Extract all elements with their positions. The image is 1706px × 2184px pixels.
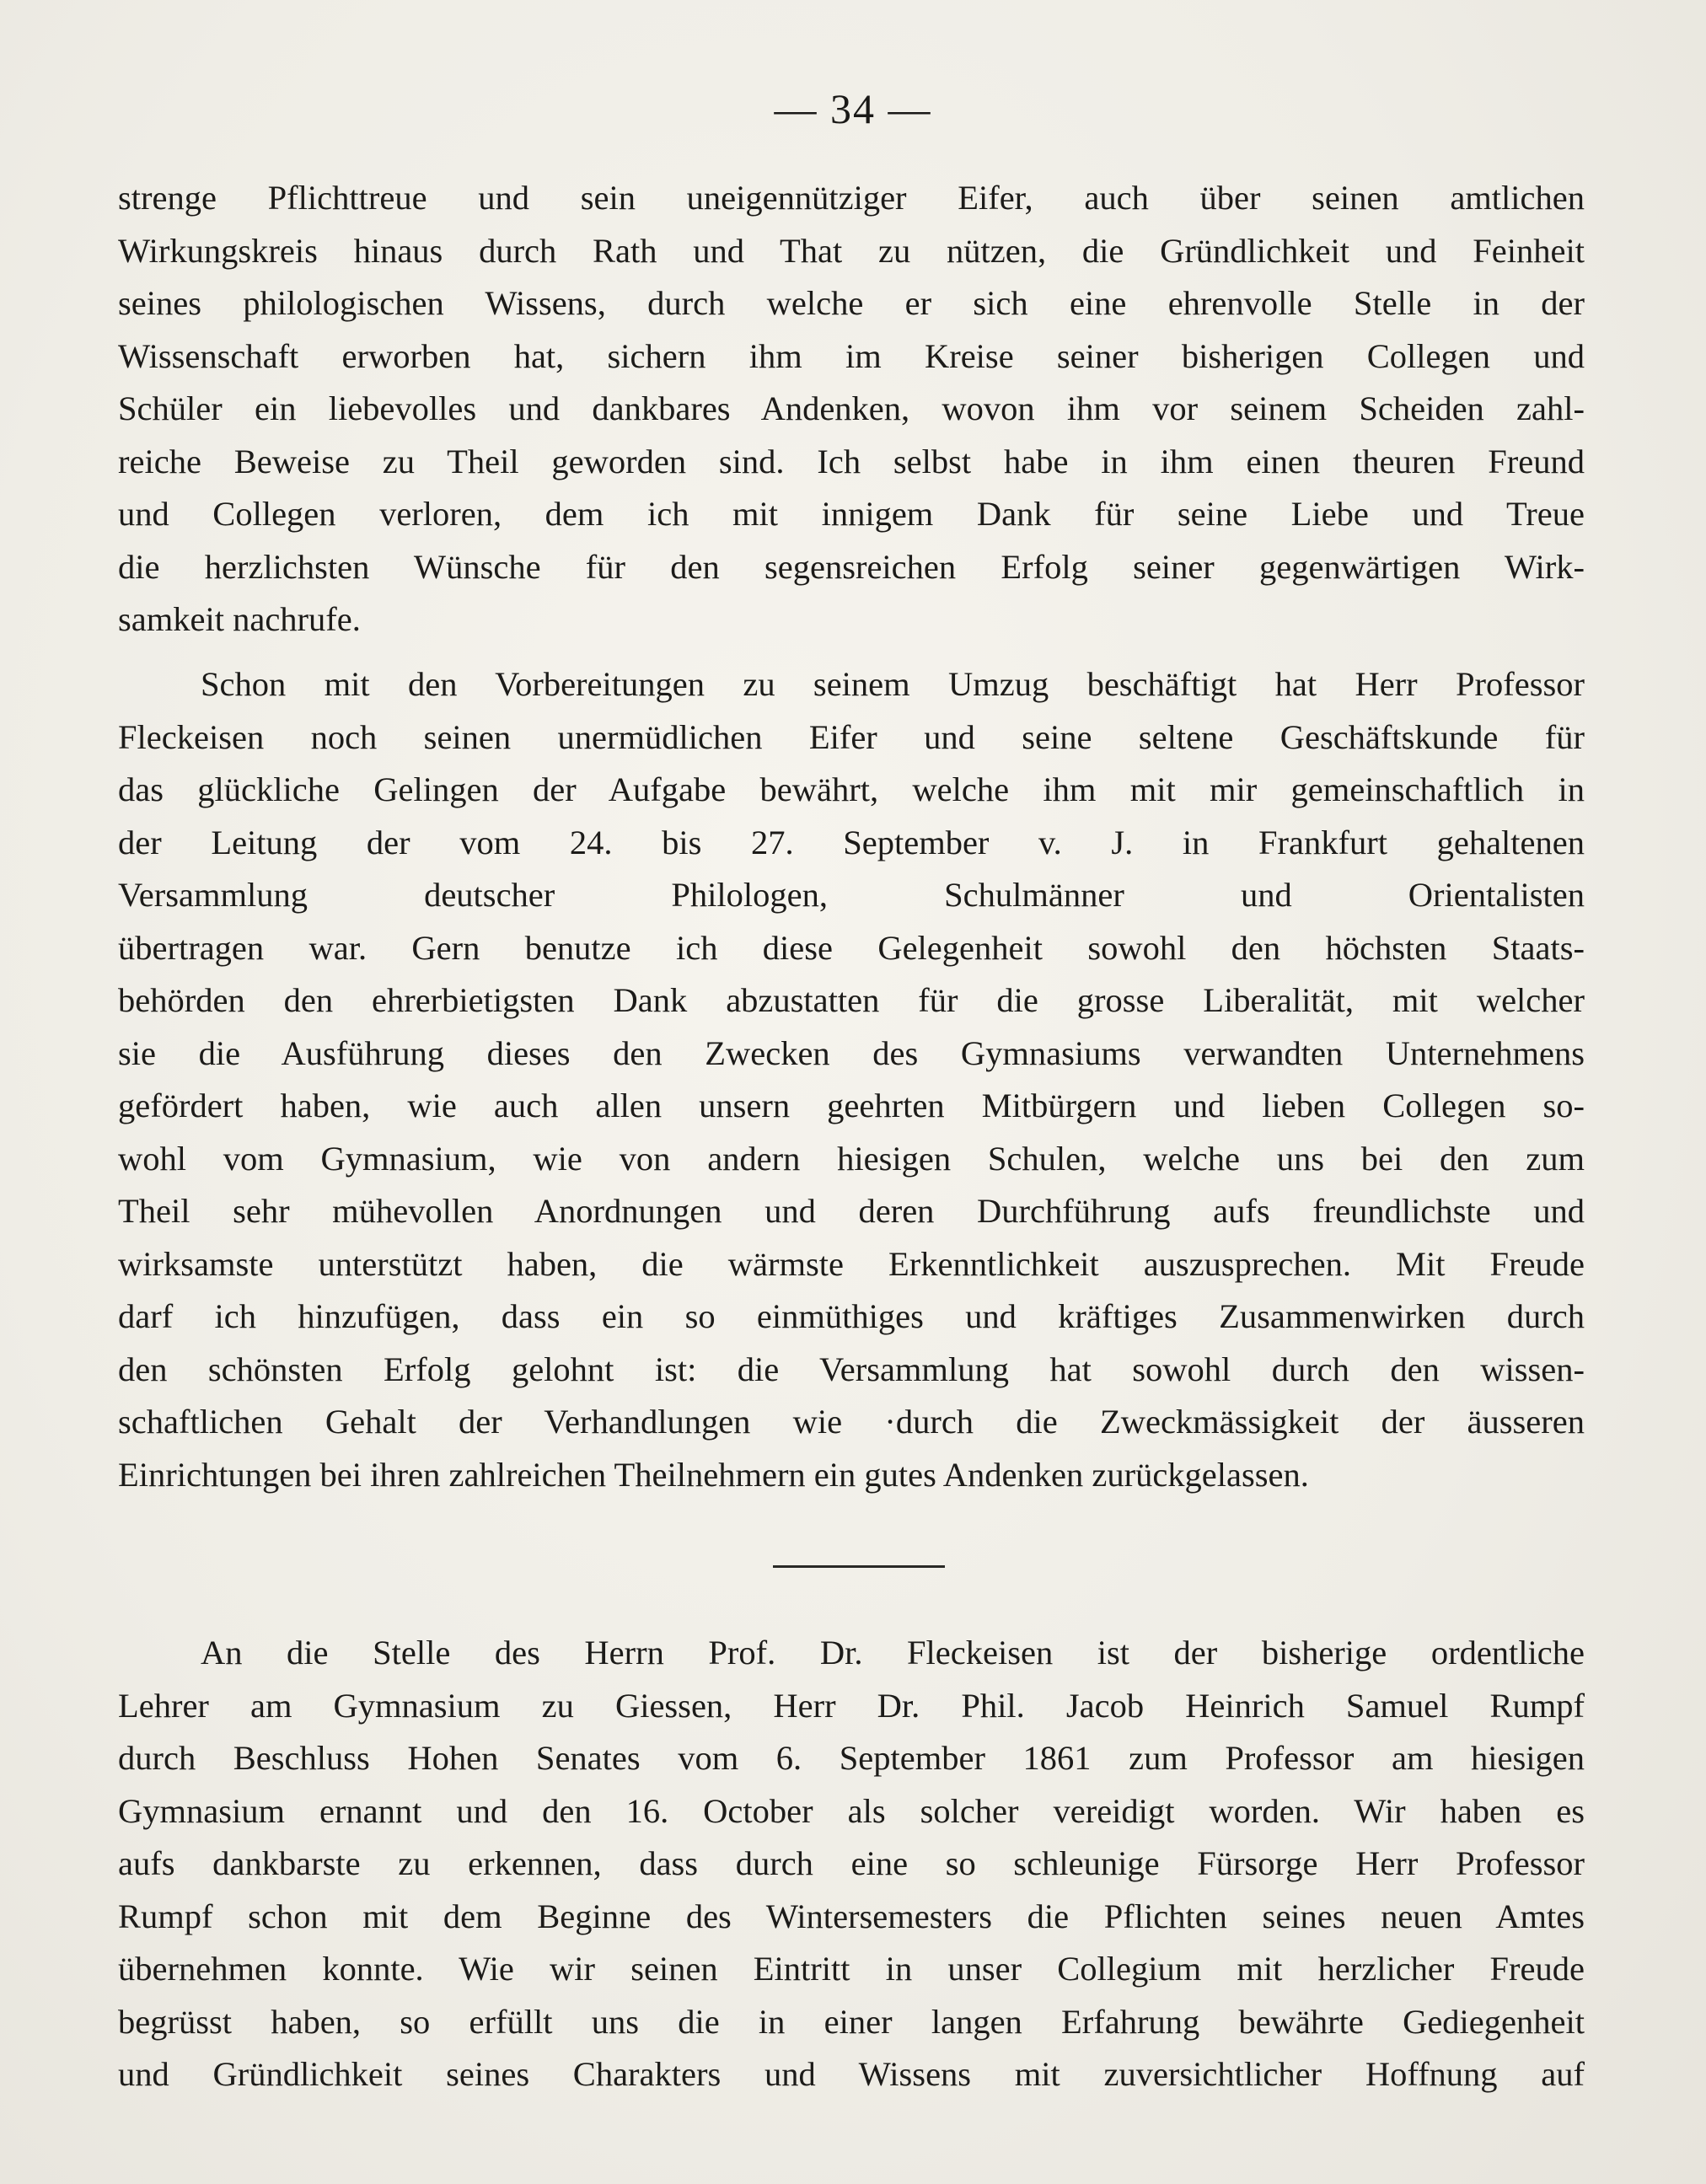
- paragraph-2: [118, 658, 1585, 1501]
- paragraph-3: [118, 1627, 1585, 2101]
- text-line: übernehmen konnte. Wie wir seinen Eintritt in unser Collegium mit herzlicher Freude: [118, 1950, 1585, 1988]
- text-line: die herzlichsten Wünsche für den segensreichen Erfolg seiner gegenwärtigen Wirk-: [118, 547, 1585, 586]
- text-line: strenge Pflichttreue und sein uneigennütziger Eifer, auch über seinen amtlichen: [118, 179, 1585, 217]
- text-line: begrüsst haben, so erfüllt uns die in einer langen Erfahrung bewährte Gediegenheit: [118, 2002, 1585, 2041]
- text-line: schaftlichen Gehalt der Verhandlungen wie ·durch die Zweckmässigkeit der äusseren: [118, 1403, 1585, 1441]
- text-line: Lehrer am Gymnasium zu Giessen, Herr Dr. Phil. Jacob Heinrich Samuel Rumpf: [118, 1686, 1585, 1725]
- text-line: Gymnasium ernannt und den 16. October als solcher vereidigt worden. Wir haben es: [118, 1791, 1585, 1830]
- text-line: der Leitung der vom 24. bis 27. September v. J. in Frankfurt gehaltenen: [118, 823, 1585, 861]
- section-divider: [773, 1565, 945, 1568]
- text-line: Schon mit den Vorbereitungen zu seinem Umzug beschäftigt hat Herr Professor: [201, 665, 1585, 703]
- text-line: übertragen war. Gern benutze ich diese Gelegenheit sowohl den höchsten Staats-: [118, 928, 1585, 967]
- text-line: Fleckeisen noch seinen unermüdlichen Eifer und seine seltene Geschäftskunde für: [118, 717, 1585, 756]
- text-line: reiche Beweise zu Theil geworden sind. Ich selbst habe in ihm einen theuren Freund: [118, 442, 1585, 480]
- text-line: den schönsten Erfolg gelohnt ist: die Versammlung hat sowohl durch den wissen-: [118, 1350, 1585, 1388]
- text-line: Schüler ein liebevolles und dankbares Andenken, wovon ihm vor seinem Scheiden zahl-: [118, 389, 1585, 427]
- text-line: wohl vom Gymnasium, wie von andern hiesigen Schulen, welche uns bei den zum: [118, 1139, 1585, 1178]
- text-line: gefördert haben, wie auch allen unsern geehrten Mitbürgern und lieben Collegen so-: [118, 1087, 1585, 1124]
- text-line: und Collegen verloren, dem ich mit innigem Dank für seine Liebe und Treue: [118, 495, 1585, 533]
- paragraph-1: [118, 172, 1585, 647]
- text-line: sie die Ausführung dieses den Zwecken des Gymnasiums verwandten Unternehmens: [118, 1033, 1585, 1072]
- text-line: Wissenschaft erworben hat, sichern ihm im Kreise seiner bisherigen Collegen und: [118, 336, 1585, 375]
- text-line: darf ich hinzufügen, dass ein so einmüthiges und kräftiges Zusammenwirken durch: [118, 1297, 1585, 1335]
- text-line: wirksamste unterstützt haben, die wärmste Erkenntlichkeit auszusprechen. Mit Freude: [118, 1244, 1585, 1283]
- text-line: das glückliche Gelingen der Aufgabe bewährt, welche ihm mit mir gemeinschaftlich in: [118, 770, 1585, 808]
- page-number: — 34 —: [774, 85, 932, 132]
- text-line: behörden den ehrerbietigsten Dank abzustatten für die grosse Liberalität, mit welcher: [118, 981, 1585, 1019]
- text-line: Rumpf schon mit dem Beginne des Wintersemesters die Pflichten seines neuen Amtes: [118, 1897, 1585, 1935]
- text-line: aufs dankbarste zu erkennen, dass durch eine so schleunige Fürsorge Herr Professor: [118, 1844, 1585, 1882]
- text-line: durch Beschluss Hohen Senates vom 6. September 1861 zum Professor am hiesigen: [118, 1739, 1585, 1777]
- text-line: samkeit nachrufe.: [118, 600, 361, 638]
- text-line: Versammlung deutscher Philologen, Schulmänner und Orientalisten: [118, 876, 1585, 914]
- text-line: Einrichtungen bei ihren zahlreichen Theilnehmern ein gutes Andenken zurückgelassen.: [118, 1455, 1309, 1494]
- text-line: Theil sehr mühevollen Anordnungen und deren Durchführung aufs freundlichste und: [118, 1192, 1585, 1230]
- text-line: seines philologischen Wissens, durch welche er sich eine ehrenvolle Stelle in der: [118, 284, 1585, 322]
- text-line: Wirkungskreis hinaus durch Rath und That zu nützen, die Gründlichkeit und Feinheit: [118, 231, 1585, 270]
- text-line: An die Stelle des Herrn Prof. Dr. Fleckeisen ist der bisherige ordentliche: [201, 1634, 1585, 1672]
- text-line: und Gründlichkeit seines Charakters und Wissens mit zuversichtlicher Hoffnung auf: [118, 2055, 1585, 2093]
